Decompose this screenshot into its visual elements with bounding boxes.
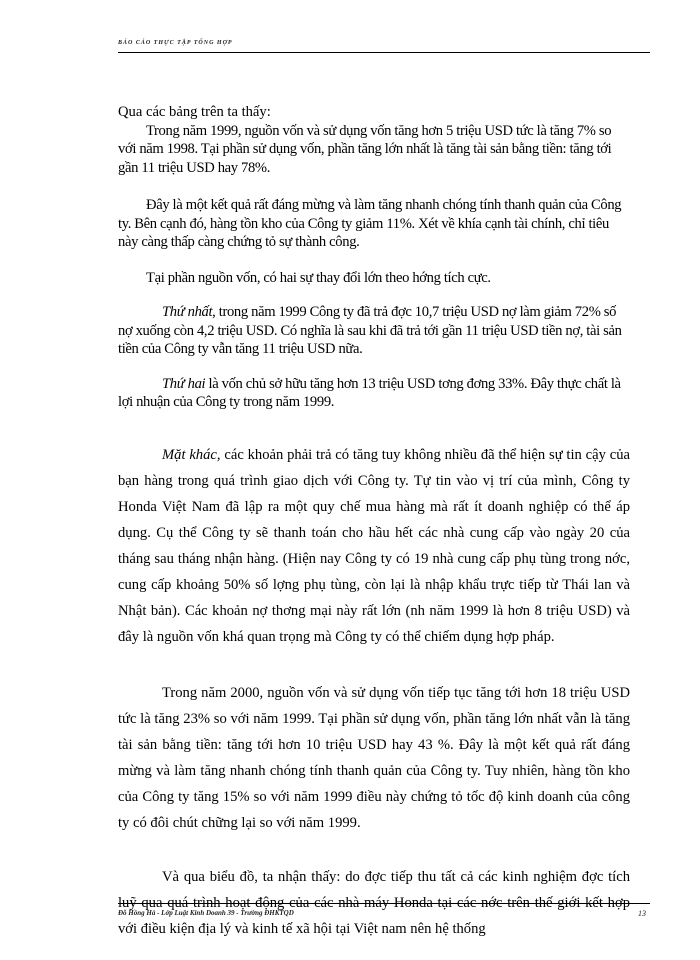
paragraph-4 [118, 303, 630, 359]
paragraph-6-label: Mặt khác [162, 446, 217, 463]
paragraph-3: Tại phần nguồn vốn, có hai sự thay đổi lớn theo hớng tích cực. [146, 269, 491, 286]
paragraph-1: Trong năm 1999, nguồn vốn và sử dụng vốn tăng hơn 5 triệu USD tức là tăng 7% so với năm 1998. Tại phần sử dụng vốn, phần tăng lớn nhất là tăng tài sản bằng tiền: tăng tới gần 11 triệu USD hay 78%. [118, 122, 612, 176]
paragraph-8: Và qua biểu đồ, ta nhận thấy: do đợc tiếp thu tất cả các kinh nghiệm đợc tích luỹ qua quá trình hoạt động của các nhà máy Honda tại các nớc trên thế giới kết hợp với điều kiện địa lý và kinh tế xã hội tại Việt nam nên hệ thống [118, 868, 630, 937]
paragraph-5-label: Thứ hai [162, 375, 206, 392]
header-divider [118, 52, 650, 53]
paragraph-2: Đây là một kết quả rất đáng mừng và làm tăng nhanh chóng tính thanh quản của Công ty. Bên cạnh đó, hàng tồn kho của Công ty giảm 11%. Xét về khía cạnh tài chính, chỉ tiêu này càng thấp càng chứng tỏ sự thành công. [118, 197, 622, 250]
paragraph-4-text: , trong năm 1999 Công ty đã trả đợc 10,7 triệu USD nợ làm giảm 72% số nợ xuống còn 4,2 triệu USD. Có nghĩa là sau khi đã trả tới gần 11 triệu USD tiền nợ, tài sản tiền của Công ty vẫn tăng 11 triệu USD nữa. [118, 304, 622, 357]
paragraph-5-text: là vốn chủ sở hữu tăng hơn 13 triệu USD tơng đơng 33%. Đây thực chất là lợi nhuận của Công ty trong năm 1999. [118, 375, 621, 410]
document-body [118, 103, 630, 942]
page-number: 13 [638, 909, 646, 918]
footer-author: Đỗ Hồng Hà - Lớp Luật Kinh Doanh 39 - Trường ĐHKTQD [118, 909, 294, 917]
paragraph-6 [118, 442, 630, 650]
paragraph-4-label: Thứ nhất [162, 304, 213, 320]
paragraph-5 [118, 375, 630, 412]
intro-line: Qua các bảng trên ta thấy: [118, 104, 271, 120]
paragraph-6-text: , các khoản phải trả có tăng tuy không nhiều đã thể hiện sự tin cậy của bạn hàng trong quá trình giao dịch với Công ty. Tự tin vào vị trí của mình, Công ty Honda Việt Nam đã lập ra một quy chế mua hàng mà rất ít doanh nghiệp có thể áp dụng. Cụ thể Công ty sẽ thanh toán cho hầu hết các nhà cung cấp vào ngày 20 của tháng sau tháng nhận hàng. (Hiện nay Công ty có 19 nhà cung cấp phụ tùng trong nớc, cung cấp khoảng 50% số lợng phụ tùng, còn lại là nhập khẩu trực tiếp từ Thái lan và Nhật bản). Các khoản nợ thơng mại này rất lớn (nh năm 1999 là hơn 8 triệu USD) và đây là nguồn vốn khá quan trọng mà Công ty có thể chiếm dụng hợp pháp. [118, 446, 630, 645]
footer-divider [118, 903, 650, 904]
paragraph-7: Trong năm 2000, nguồn vốn và sử dụng vốn tiếp tục tăng tới hơn 18 triệu USD tức là tăng 23% so với năm 1999. Tại phần sử dụng vốn, phần tăng lớn nhất vẫn là tăng tài sản bằng tiền: tăng tới hơn 10 triệu USD hay 43 %. Đây là một kết quả rất đáng mừng và làm tăng nhanh chóng tính thanh quản của Công ty. Tuy nhiên, hàng tồn kho của Công ty tăng 15% so với năm 1999 điều này chứng tỏ tốc độ kinh doanh của công ty có đôi chút chững lại so với năm 1999. [118, 684, 630, 831]
page-header: BÁO CÁO THỰC TẬP TỔNG HỢP [118, 40, 233, 46]
